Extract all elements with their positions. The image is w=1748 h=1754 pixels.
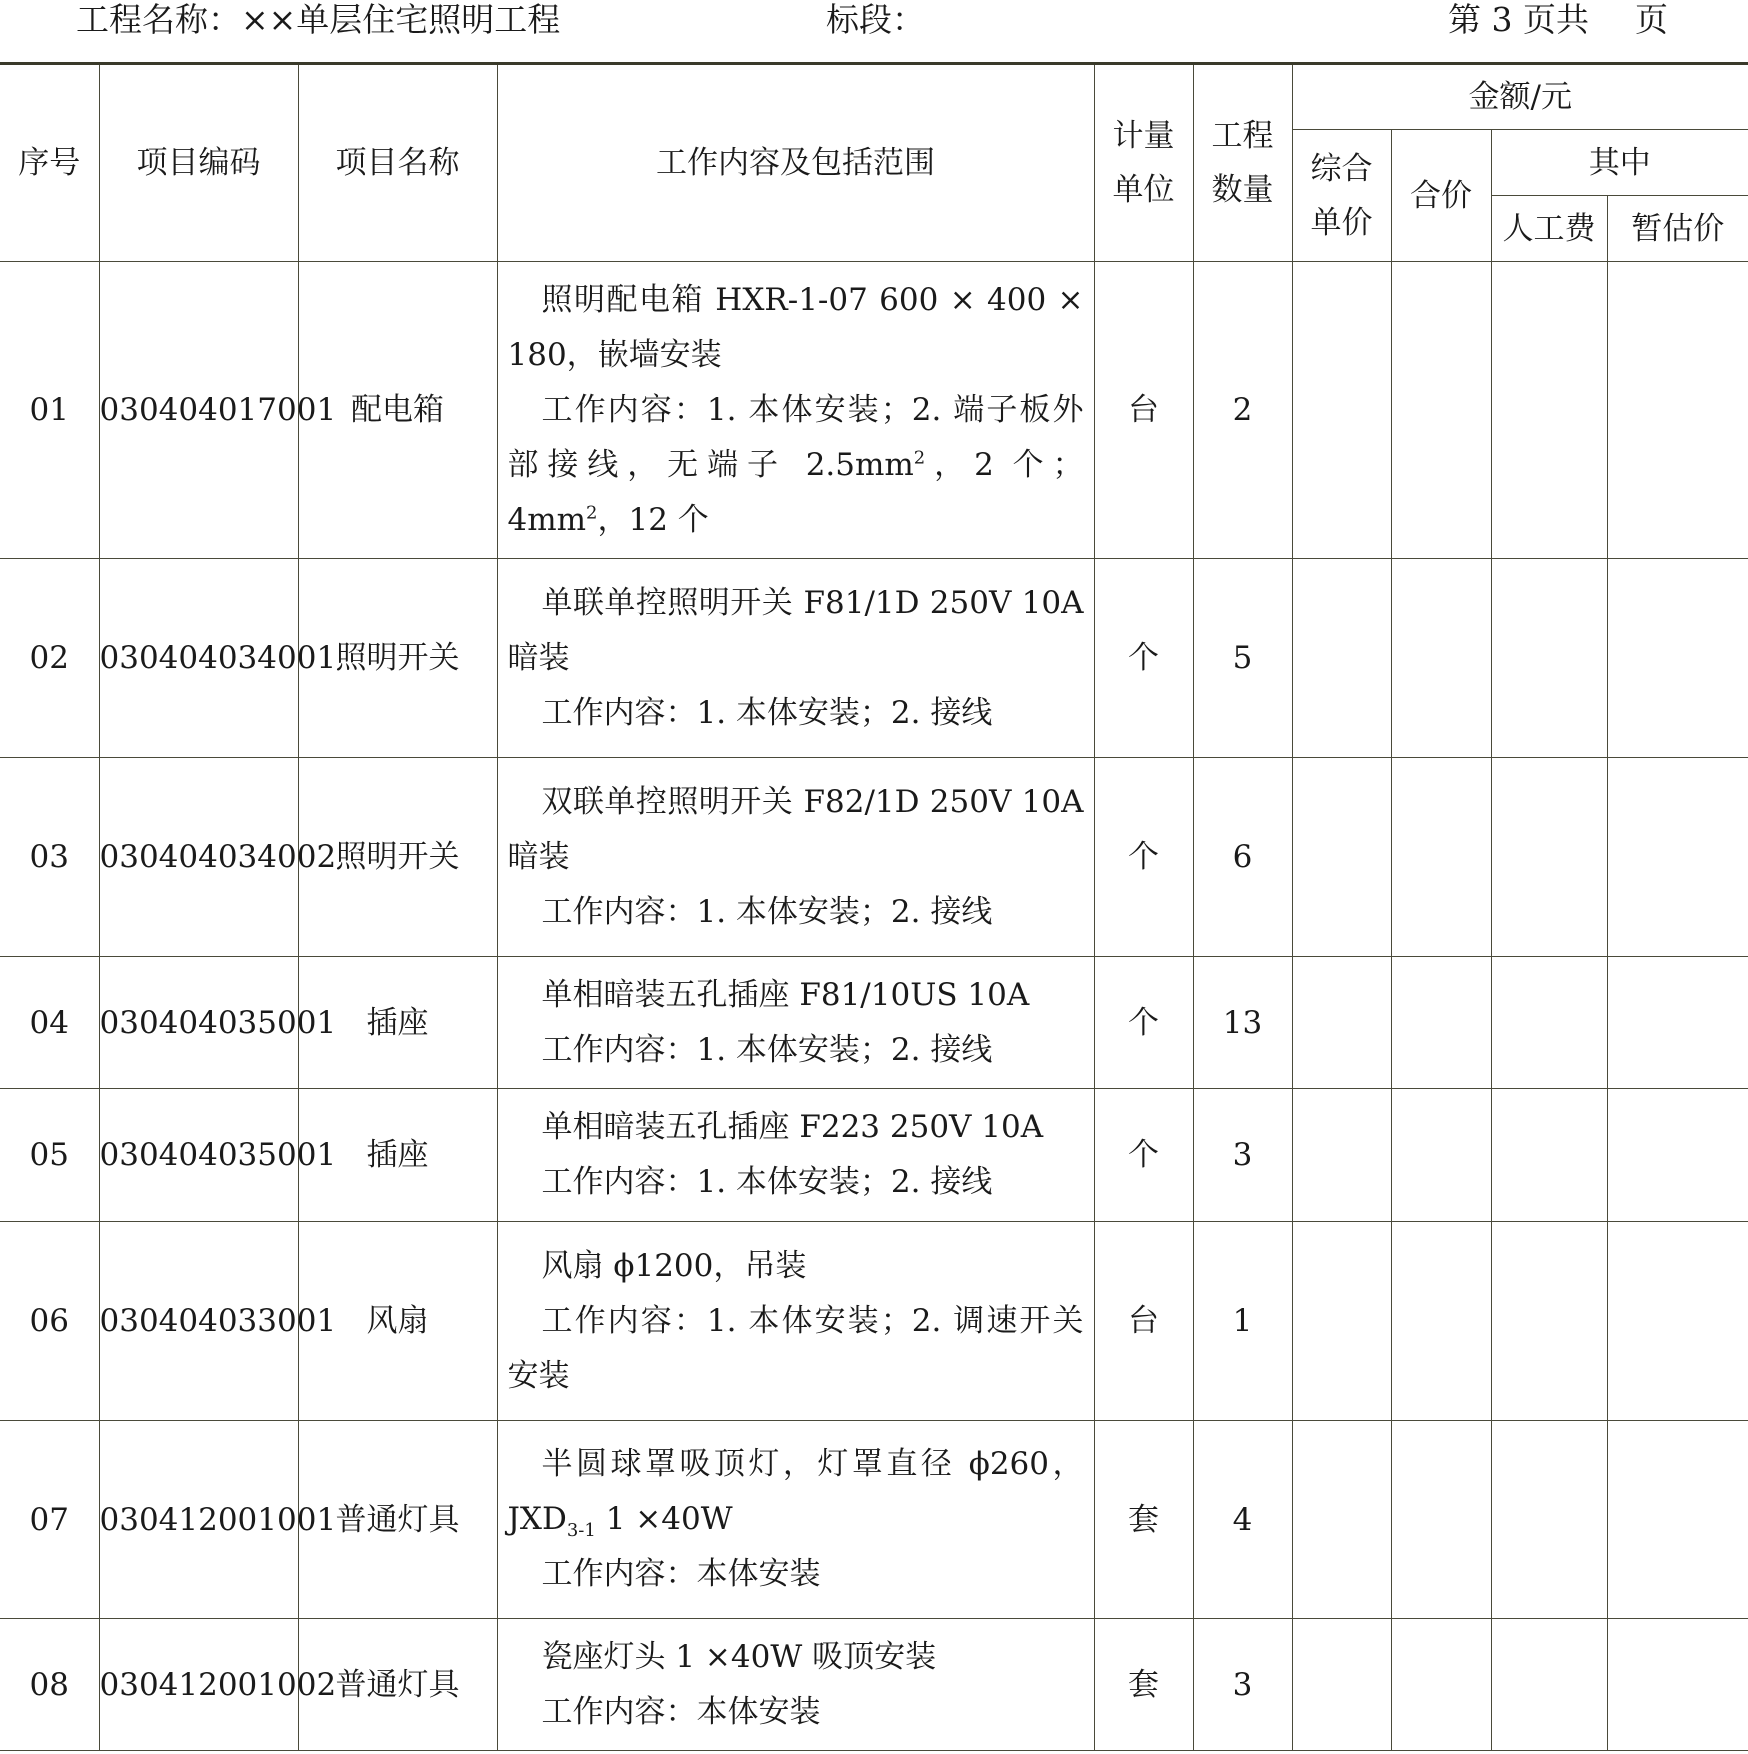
row-unit: 个 (1094, 758, 1193, 957)
row-content (497, 758, 1094, 957)
row-total (1391, 1089, 1491, 1222)
row-work: 工作内容：1. 本体安装；2. 调速开关安装 (507, 1302, 1084, 1394)
header-row-1 (0, 64, 1748, 130)
row-unit-price (1292, 262, 1391, 559)
row-qty: 3 (1193, 1619, 1292, 1751)
row-qty: 4 (1193, 1421, 1292, 1619)
row-total (1391, 758, 1491, 957)
row-name: 照明开关 (298, 758, 497, 957)
row-labor (1491, 758, 1607, 957)
page-suffix: 页 (1634, 0, 1668, 39)
table-row (0, 1619, 1748, 1751)
row-work: 工作内容：本体安装 (541, 1693, 821, 1730)
table-row (0, 559, 1748, 758)
row-spec: 单联单控照明开关 F81/1D 250V 10A 暗装 (507, 584, 1084, 676)
row-work: 工作内容：本体安装 (541, 1556, 821, 1592)
row-no: 03 (0, 758, 99, 957)
row-qty: 5 (1193, 559, 1292, 758)
row-no: 01 (0, 262, 99, 559)
row-name: 插座 (298, 957, 497, 1089)
row-provisional (1607, 262, 1748, 559)
row-content (497, 1619, 1094, 1751)
row-unit: 个 (1094, 1089, 1193, 1222)
row-no: 06 (0, 1222, 99, 1421)
row-labor (1491, 559, 1607, 758)
row-labor (1491, 262, 1607, 559)
row-spec: 半圆球罩吸顶灯，灯罩直径 ϕ260，$JXD_{3-1}$ 1 ×40W (507, 1446, 1084, 1542)
table-row (0, 758, 1748, 957)
row-total (1391, 559, 1491, 758)
row-code: 030404035001 (99, 1089, 298, 1222)
project-name: 工程名称：××单层住宅照明工程 (76, 0, 561, 39)
row-code: 030404033001 (99, 1222, 298, 1421)
row-work: 工作内容：1. 本体安装；2. 端子板外部接线，无端子 $2.5mm^2$，2 个；$4mm^2$，12 个 (507, 391, 1084, 538)
row-labor (1491, 1089, 1607, 1222)
row-labor (1491, 1222, 1607, 1421)
row-spec: 瓷座灯头 1 ×40W 吸顶安装 (541, 1638, 937, 1675)
col-header-qty: 工程 数量 (1193, 64, 1292, 262)
row-total (1391, 1421, 1491, 1619)
row-no: 07 (0, 1421, 99, 1619)
col-header-amount: 金额/元 (1292, 64, 1748, 130)
row-code: 030412001001 (99, 1421, 298, 1619)
row-unit-price (1292, 1421, 1391, 1619)
row-name: 配电箱 (298, 262, 497, 559)
row-work: 工作内容：1. 本体安装；2. 接线 (541, 1164, 993, 1200)
row-labor (1491, 957, 1607, 1089)
row-total (1391, 262, 1491, 559)
col-header-total: 合价 (1391, 130, 1491, 262)
row-qty: 2 (1193, 262, 1292, 559)
row-work: 工作内容：1. 本体安装；2. 接线 (541, 893, 993, 930)
row-labor (1491, 1619, 1607, 1751)
table-row (0, 1222, 1748, 1421)
row-qty: 1 (1193, 1222, 1292, 1421)
col-header-name: 项目名称 (298, 64, 497, 262)
col-header-labor: 人工费 (1491, 196, 1607, 262)
col-header-provisional: 暂估价 (1607, 196, 1748, 262)
row-labor (1491, 1421, 1607, 1619)
page-number (1448, 0, 1668, 40)
row-total (1391, 957, 1491, 1089)
row-code: 030404017001 (99, 262, 298, 559)
bill-of-quantities-table (0, 62, 1748, 1751)
row-work: 工作内容：1. 本体安装；2. 接线 (541, 694, 993, 731)
row-unit: 个 (1094, 559, 1193, 758)
row-provisional (1607, 559, 1748, 758)
row-unit: 套 (1094, 1421, 1193, 1619)
row-content (497, 262, 1094, 559)
row-provisional (1607, 1222, 1748, 1421)
row-spec: 风扇 ϕ1200，吊装 (541, 1247, 807, 1284)
row-qty: 13 (1193, 957, 1292, 1089)
row-name: 风扇 (298, 1222, 497, 1421)
row-content (497, 559, 1094, 758)
row-unit-price (1292, 1089, 1391, 1222)
page-prefix: 第 3 页共 (1448, 0, 1589, 39)
row-code: 030404034001 (99, 559, 298, 758)
col-header-of-which: 其中 (1491, 130, 1748, 196)
row-code: 030404035001 (99, 957, 298, 1089)
section-label: 标段： (826, 0, 925, 39)
row-spec: 双联单控照明开关 F82/1D 250V 10A 暗装 (507, 783, 1084, 875)
row-spec: 单相暗装五孔插座 F81/10US 10A (541, 976, 1030, 1013)
row-content (497, 957, 1094, 1089)
row-unit: 个 (1094, 957, 1193, 1089)
col-header-unit: 计量 单位 (1094, 64, 1193, 262)
col-header-content: 工作内容及包括范围 (497, 64, 1094, 262)
row-name: 普通灯具 (298, 1421, 497, 1619)
table-row (0, 1089, 1748, 1222)
table-row (0, 957, 1748, 1089)
row-code: 030404034002 (99, 758, 298, 957)
row-unit-price (1292, 957, 1391, 1089)
row-unit: 台 (1094, 262, 1193, 559)
row-provisional (1607, 1619, 1748, 1751)
table-row (0, 262, 1748, 559)
row-content (497, 1222, 1094, 1421)
row-unit-price (1292, 559, 1391, 758)
row-no: 02 (0, 559, 99, 758)
row-qty: 6 (1193, 758, 1292, 957)
col-header-unit-price: 综合 单价 (1292, 130, 1391, 262)
row-provisional (1607, 1421, 1748, 1619)
row-name: 普通灯具 (298, 1619, 497, 1751)
row-unit-price (1292, 758, 1391, 957)
row-spec: 单相暗装五孔插座 F223 250V 10A (541, 1109, 1044, 1145)
row-unit: 台 (1094, 1222, 1193, 1421)
row-no: 04 (0, 957, 99, 1089)
row-provisional (1607, 1089, 1748, 1222)
row-provisional (1607, 758, 1748, 957)
row-content (497, 1089, 1094, 1222)
page-header (0, 0, 1748, 62)
row-work: 工作内容：1. 本体安装；2. 接线 (541, 1031, 993, 1068)
col-header-code: 项目编码 (99, 64, 298, 262)
row-total (1391, 1619, 1491, 1751)
row-unit: 套 (1094, 1619, 1193, 1751)
row-qty: 3 (1193, 1089, 1292, 1222)
table-row (0, 1421, 1748, 1619)
row-no: 05 (0, 1089, 99, 1222)
row-code: 030412001002 (99, 1619, 298, 1751)
row-spec: 照明配电箱 HXR-1-07 600 × 400 × 180，嵌墙安装 (507, 281, 1084, 373)
row-name: 插座 (298, 1089, 497, 1222)
row-no: 08 (0, 1619, 99, 1751)
row-provisional (1607, 957, 1748, 1089)
row-unit-price (1292, 1222, 1391, 1421)
row-name: 照明开关 (298, 559, 497, 758)
row-content (497, 1421, 1094, 1619)
col-header-no: 序号 (0, 64, 99, 262)
row-unit-price (1292, 1619, 1391, 1751)
row-total (1391, 1222, 1491, 1421)
